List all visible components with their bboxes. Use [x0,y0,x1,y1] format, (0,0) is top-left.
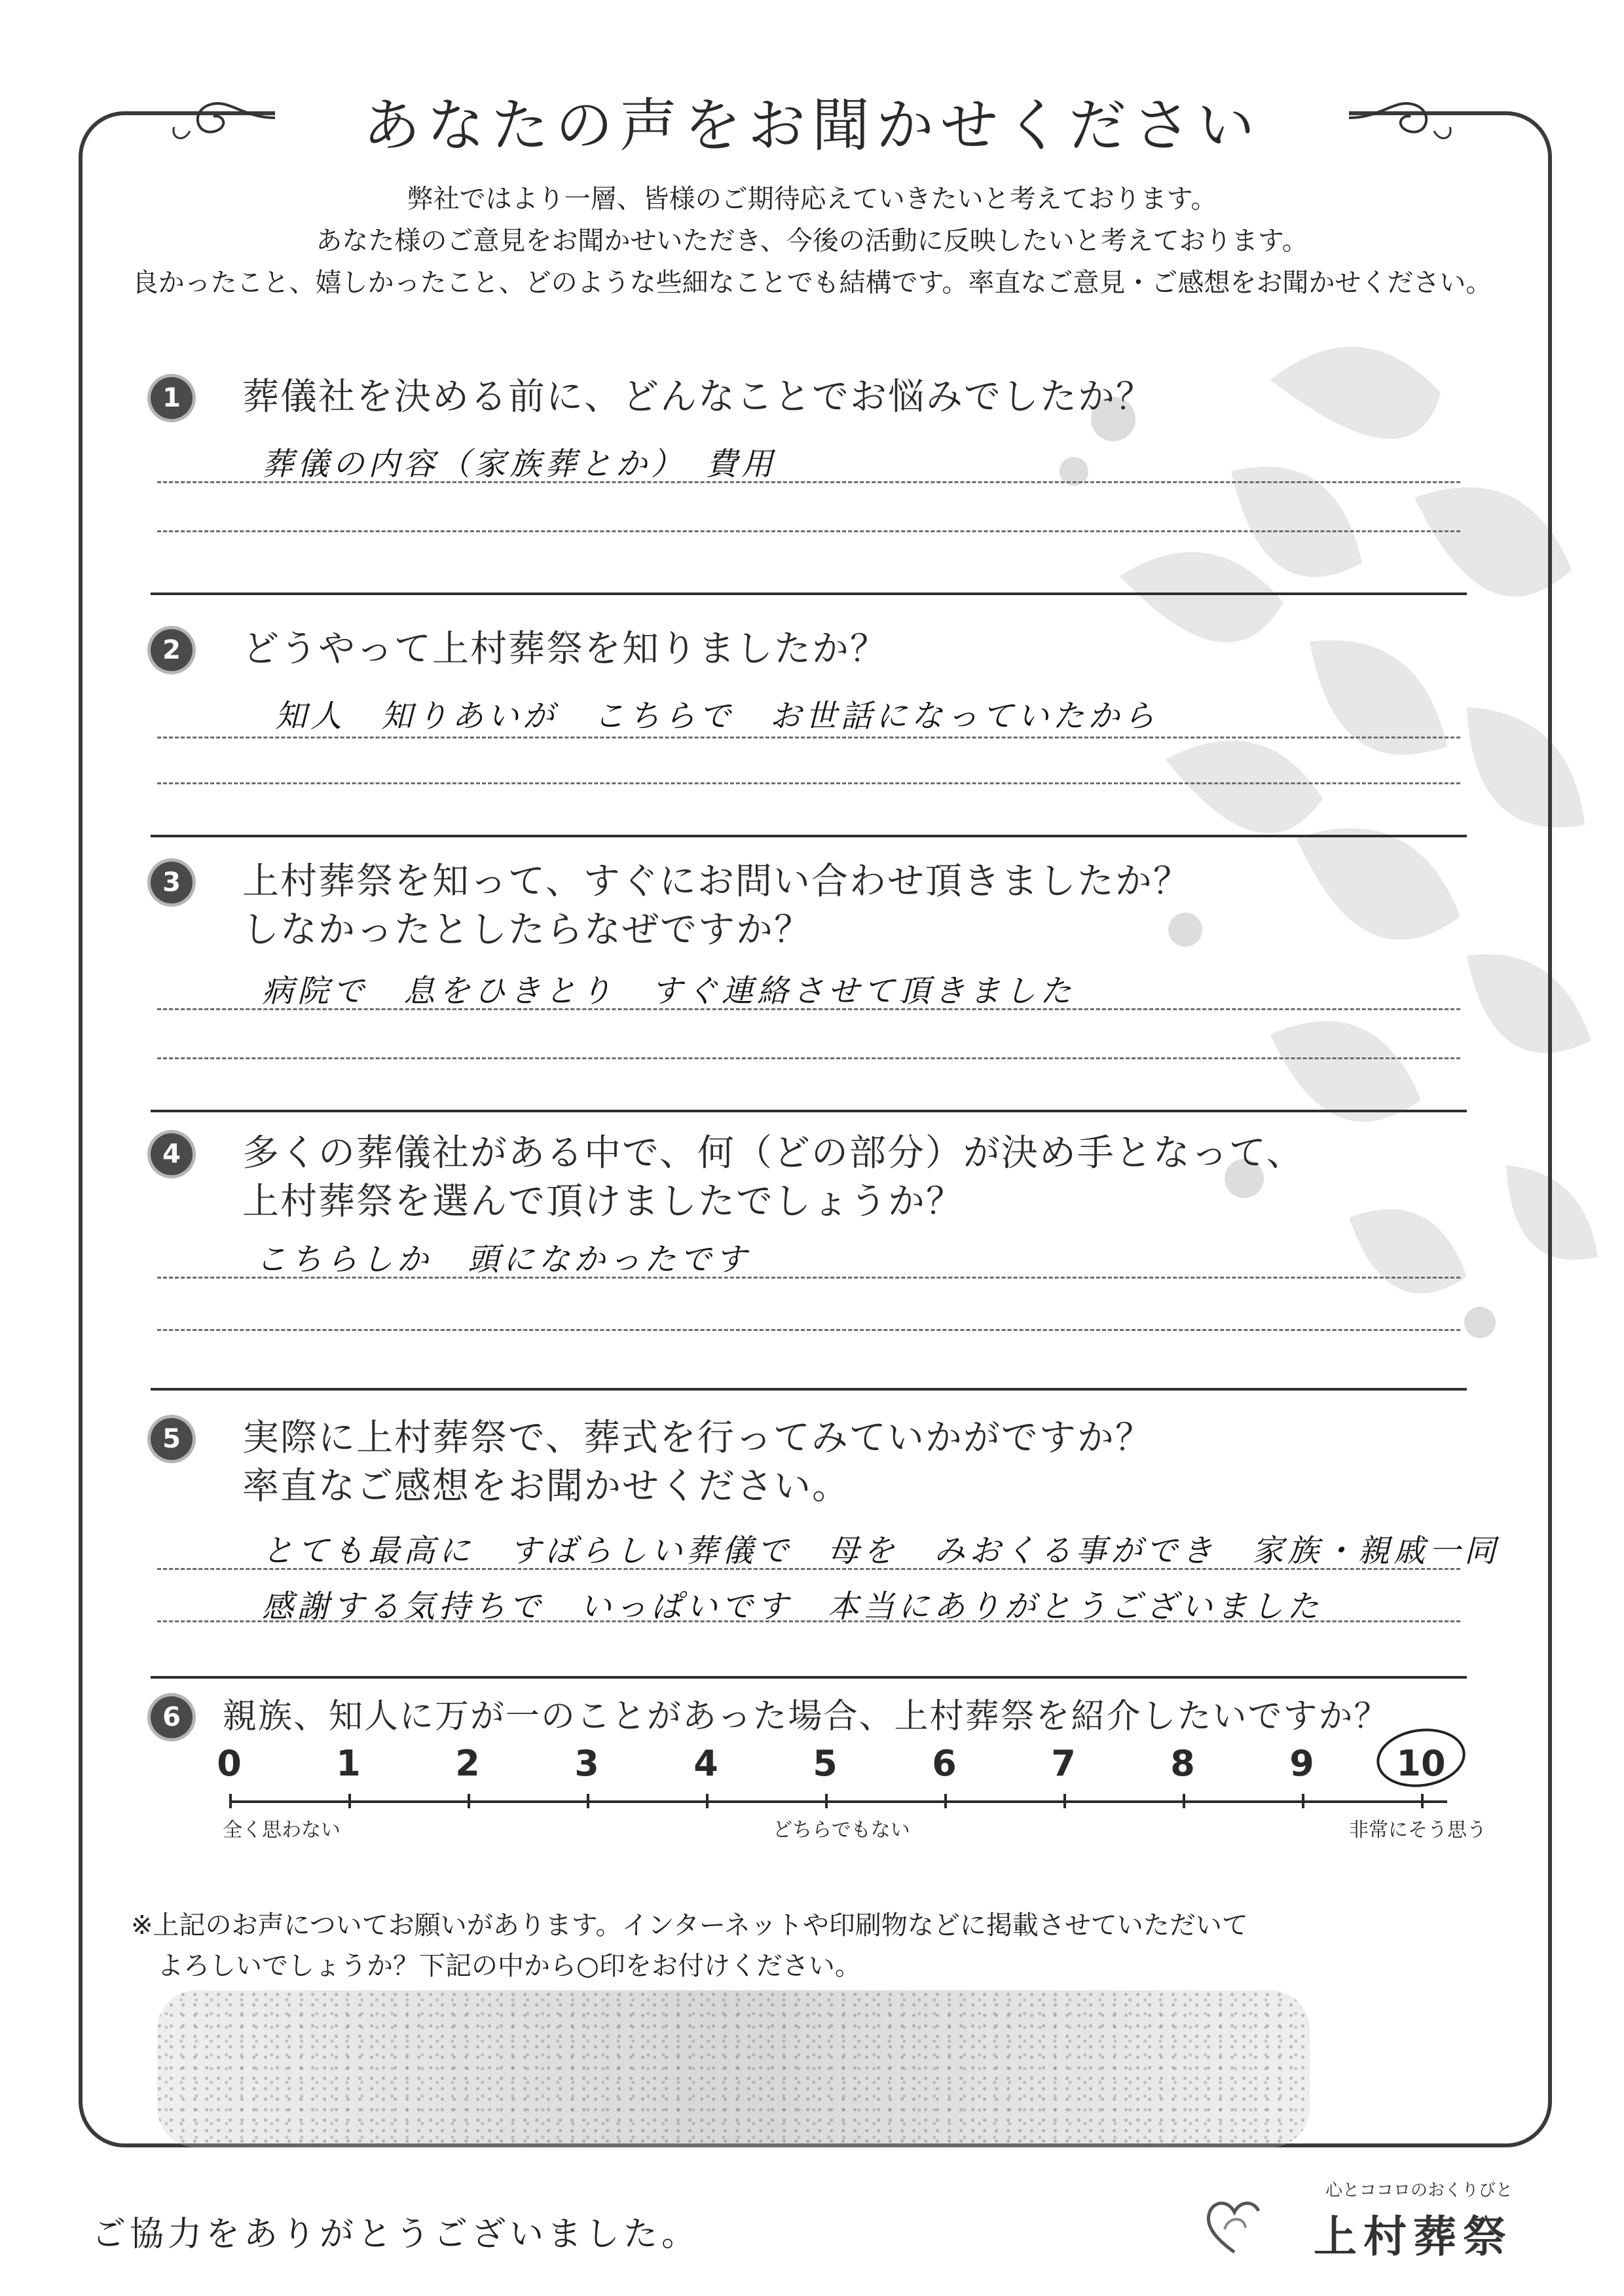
scale-tick [229,1794,232,1808]
title-band [275,79,1349,164]
scale-value-0[interactable]: 0 [217,1743,242,1784]
section-divider [151,592,1467,595]
answer-line [157,782,1460,784]
scale-value-2[interactable]: 2 [455,1743,480,1784]
scale-tick [587,1794,589,1808]
intro-text [131,178,1493,304]
scale-tick [944,1794,947,1808]
question-text: 多くの葬儀社がある中で、何（どの部分）が決め手となって、 上村葬祭を選んで頂けましたでしょうか？ [242,1132,1304,1223]
scale-value-10[interactable]: 10 [1396,1743,1446,1784]
brand-logo [1198,2177,1513,2262]
scale-value-6[interactable]: 6 [932,1743,957,1784]
brand-name: 上村葬祭 [1314,2212,1513,2262]
scale-label-low: 全く思わない [223,1819,341,1842]
scan-noise-area [157,1990,1310,2147]
question-3 [151,858,1467,1120]
rating-scale [217,1743,1486,1853]
section-divider [151,835,1467,837]
handwritten-answer: とても最高に すばらしい葬儀で 母を みおくる事ができ 家族・親戚一同 [262,1533,1500,1569]
question-text: 葬儀社を決める前に、どんなことでお悩みでしたか？ [242,376,1154,418]
scale-value-5[interactable]: 5 [813,1743,838,1784]
scale-tick [825,1794,828,1808]
handwritten-answer: 知人 知りあいが こちらで お世話になっていたから [275,698,1159,735]
question-1 [151,373,1467,596]
answer-line [157,481,1460,483]
left-ornament-icon [164,85,282,151]
question-text: 上村葬祭を知って、すぐにお問い合わせ頂きましたか？ しなかったとしたらなぜですか？ [242,860,1191,951]
scale-tick [1063,1794,1066,1808]
intro-line: 良かったこと、嬉しかったこと、どのような些細なことでも結構です。率直なご意見・ご感想をお聞かせください。 [132,268,1492,298]
question-text: 親族、知人に万が一のことがあった場合、上村葬祭を紹介したいですか？ [223,1697,1390,1736]
handwritten-answer: 病院で 息をひきとり すぐ連絡させて頂きました [262,973,1076,1010]
intro-line: あなた様のご意見をお聞かせいただき、今後の活動に反映したいと考えております。 [316,226,1308,256]
handwritten-answer: 葬儀の内容（家族葬とか） 費用 [262,446,777,483]
scale-axis [229,1800,1447,1803]
thanks-message: ご協力をありがとうございました。 [92,2215,700,2254]
answer-line [157,1057,1460,1059]
answer-line [157,1568,1460,1570]
question-number-badge: 1 [151,377,193,419]
answer-line [157,737,1460,738]
section-divider [151,1676,1467,1679]
page-title: あなたの声をお聞かせください [362,92,1261,159]
question-number-badge: 6 [151,1696,193,1738]
scale-label-high: 非常にそう思う [1349,1819,1486,1842]
question-text: 実際に上村葬祭で、葬式を行ってみていかがですか？ 率直なご感想をお聞かせください。 [242,1417,1153,1508]
answer-line [157,1329,1460,1331]
scale-label-mid: どちらでもない [773,1819,910,1842]
scale-value-9[interactable]: 9 [1289,1743,1314,1784]
scale-tick [468,1794,470,1808]
answer-line [157,1620,1460,1622]
question-5 [151,1414,1500,1689]
section-divider [151,1110,1467,1112]
intro-line: 弊社ではより一層、皆様のご期待応えていきたいと考えております。 [407,184,1217,214]
selected-circle-mark [1372,1722,1470,1794]
scale-value-1[interactable]: 1 [336,1743,361,1784]
question-number-badge: 3 [151,862,193,903]
question-text: どうやって上村葬祭を知りましたか？ [242,628,888,670]
scale-value-8[interactable]: 8 [1170,1743,1195,1784]
question-4 [151,1129,1467,1398]
scale-value-3[interactable]: 3 [574,1743,599,1784]
answer-line [157,1277,1460,1279]
handwritten-answer: こちらしか 頭になかったです [255,1241,751,1278]
scale-tick [1421,1794,1424,1808]
scale-value-4[interactable]: 4 [693,1743,718,1784]
scale-tick [706,1794,709,1808]
question-number-badge: 2 [151,629,193,671]
publication-note: ※上記のお声についてお願いがあります。インターネットや印刷物などに掲載させていただいて よろしいでしょうか？下記の中から○印をお付けください。 [131,1910,1248,1981]
handwritten-answer: 感謝する気持ちで いっぱいです 本当にありがとうございました [262,1588,1323,1625]
question-number-badge: 4 [151,1133,193,1175]
question-number-badge: 5 [151,1418,193,1460]
section-divider [151,1388,1467,1391]
answer-line [157,1008,1460,1010]
brand-tagline: 心とココロのおくりびと [1325,2181,1513,2200]
question-2 [151,625,1467,848]
scale-value-7[interactable]: 7 [1051,1743,1076,1784]
right-ornament-icon [1342,85,1460,151]
scale-tick [1302,1794,1304,1808]
heart-logo-icon [1198,2190,1270,2262]
scale-tick [348,1794,351,1808]
scale-tick [1183,1794,1185,1808]
answer-line [157,530,1460,532]
